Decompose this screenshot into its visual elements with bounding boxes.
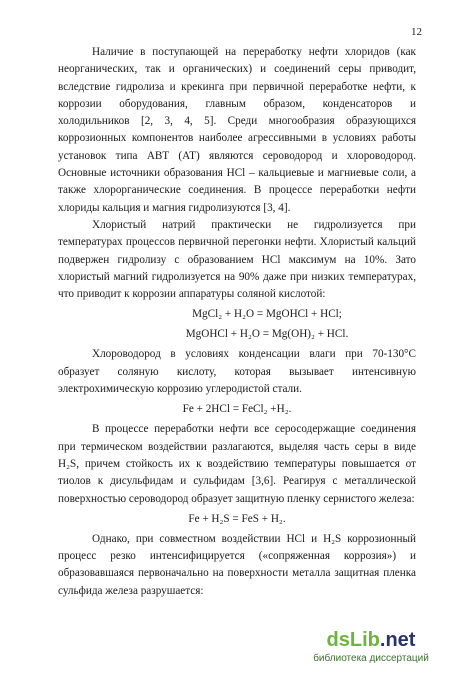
equation: MgCl₂ + H₂O = MgOHCl + HCl; [192, 308, 342, 321]
paragraph: Однако, при совместном воздействии HCl и H₂S коррозионный процесс резко интенсифицируется («сопряженная коррозия») и образовавшаяся первоначально на поверхности металла защитная пленка сульфида железа разрушается: [58, 532, 416, 597]
paragraph: Хлороводород в условиях конденсации влаги при 70-130°С образует соляную кислоту, которая вызывает интенсивную электрохимическую коррозию углеродистой стали. [58, 348, 416, 396]
watermark-logo-part2: .net [379, 629, 416, 651]
equation: MgOHCl + H₂O = Mg(OH)₂ + HCl. [185, 328, 349, 341]
watermark-logo [302, 629, 440, 652]
paragraph: Хлористый натрий практически не гидролизуется при температурах процессов первичной перегонки нефти. Хлористый кальций подвержен гидролизу с образованием HCl максимум на 10%. Зато хлористый магний гидролизуется на 90% даже при низких температурах, что приводит к коррозии аппаратуры соляной кислотой: [58, 218, 416, 301]
equation: Fe + H₂S = FeS + H₂. [188, 512, 286, 525]
equation: Fe + 2HCl = FeCl₂ +H₂. [182, 403, 292, 416]
page-number: 12 [411, 26, 422, 38]
watermark [302, 629, 440, 664]
watermark-logo-part1: dsLib [326, 629, 380, 651]
watermark-subtitle: библиотека диссертаций [313, 653, 429, 664]
paragraph: Наличие в поступающей на переработку нефти хлоридов (как неорганических, так и органических) и соединений серы приводит, вследствие гидролиза и крекинга при первичной переработке нефти, к коррозии оборудования, главным образом, конденсаторов и холодильников [2, 3, 4, 5]. Среди многообразия образующихся коррозионных компонентов наиболее агрессивными в условиях работы установок типа АВТ (АТ) являются сероводород и хлороводород. Основные источники образования HCl – кальциевые и магниевые соли, а также хлорорганические соединения. В процессе переработки нефти хлориды кальция и магния гидролизуются [3, 4]. [58, 46, 416, 214]
document-body [58, 44, 416, 600]
paragraph: В процессе переработки нефти все серосодержащие соединения при термическом воздействии разлагаются, выделяя часть серы в виде H₂S, причем стойкость их к воздействию температуры повышается от тиолов к дисульфидам и сульфидам [3,6]. Реагируя с металлической поверхностью сероводород образует защитную пленку сернистого железа: [58, 423, 416, 505]
